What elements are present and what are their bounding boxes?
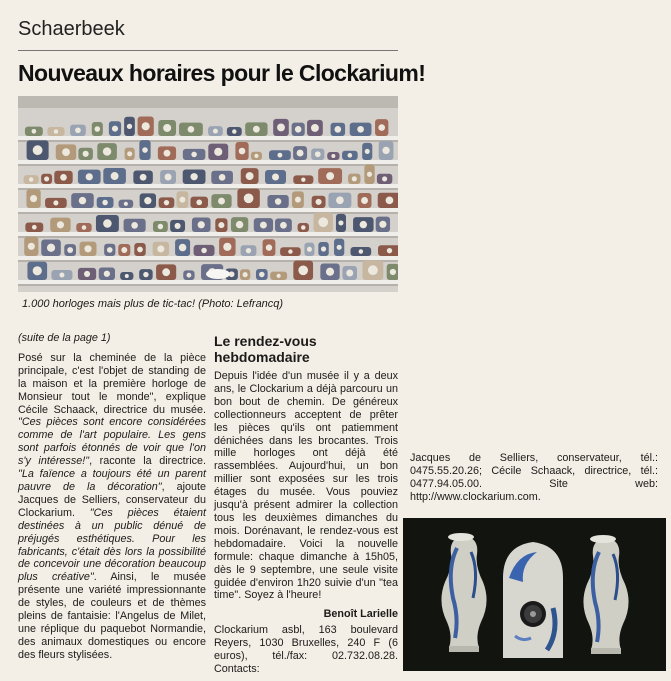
- faience-clock-illustration: [403, 518, 666, 671]
- quote-segment: "Ces pièces étaient destinées à un public dénué de préjugés esthétiques. Pour les fabricants, c'était dès lors la possibilité de concevoir une décoration beaucoup plus créative": [18, 506, 206, 584]
- clock-shelves-illustration: [18, 96, 398, 292]
- continuation-note: (suite de la page 1): [18, 332, 111, 344]
- author-byline: Benoît Larielle: [323, 608, 398, 621]
- article-column-2: [214, 333, 398, 676]
- faience-clock-photo: [403, 518, 666, 671]
- clock-shelves-photo: [18, 96, 398, 292]
- practical-info: Clockarium asbl, 163 boulevard Reyers, 1030 Bruxelles, 240 F (6 euros), tél./fax: 02.732.08.28. Contacts:: [214, 624, 398, 675]
- quote-segment: "Ces pièces sont encore considérées comme de l'art populaire. Les gens sont parfois étonnés de voir que l'on s'y intéresse!": [18, 416, 206, 468]
- photo-caption: 1.000 horloges mais plus de tic-tac! (Photo: Lefrancq): [22, 298, 284, 310]
- quote-segment: "La faïence a toujours été un parent pauvre de la décoration": [18, 468, 206, 493]
- text-segment: , ajoute Jacques de Selliers, conservateur du Clockarium.: [18, 480, 206, 519]
- column1-paragraph: [18, 352, 206, 662]
- text-segment: , raconte la directrice.: [89, 455, 207, 468]
- text-segment: . Ainsi, le musée présente une variété impressionnante de styles, de couleurs et de thèmes pleins de fantaisie: l'Angelus de Milet, une réplique du paquebot Normandie, des animaux domestiques ou encore des fleurs stylisées.: [18, 571, 206, 661]
- section-divider: [18, 50, 398, 51]
- column2-paragraph: Depuis l'idée d'un musée il y a deux ans, le Clockarium a déjà parcouru un bon bout de chemin. De généreux collectionneurs acceptent de prêter les pièces qu'ils ont patiemment dénichées dans les brocantes. Trois mille horloges ont déjà été rassemblées. Aujourd'hui, un bon millier sont exposées sur les trois étages du musée. Vous pouviez jusqu'à présent admirer la collection tous les deuxièmes dimanches du mois. Dorénavant, le rendez-vous est hebdomadaire. Voici la nouvelle formule: chaque dimanche à 15h05, dès le 9 septembre, une seule visite guidée d'environ 1h20 suivie d'un "tea time". Soyez à l'heure!: [214, 370, 398, 602]
- headline: Nouveaux horaires pour le Clockarium!: [18, 60, 426, 86]
- center-clock: [503, 542, 563, 658]
- contact-info: Jacques de Selliers, conservateur, tél.: 0475.55.20.26; Cécile Schaack, directrice, tél.: 0477.94.05.00. Site web: http://www.clockarium.com.: [410, 452, 658, 503]
- section-label: Schaerbeek: [18, 18, 125, 40]
- subheading: Le rendez-vous hebdomadaire: [214, 333, 317, 365]
- article-column-1: [18, 332, 206, 662]
- text-segment: Posé sur la cheminée de la pièce principale, c'est l'objet de standing de la maison et la première horloge de Monsieur tout le monde", explique Cécile Schaack, directrice du musée.: [18, 351, 206, 416]
